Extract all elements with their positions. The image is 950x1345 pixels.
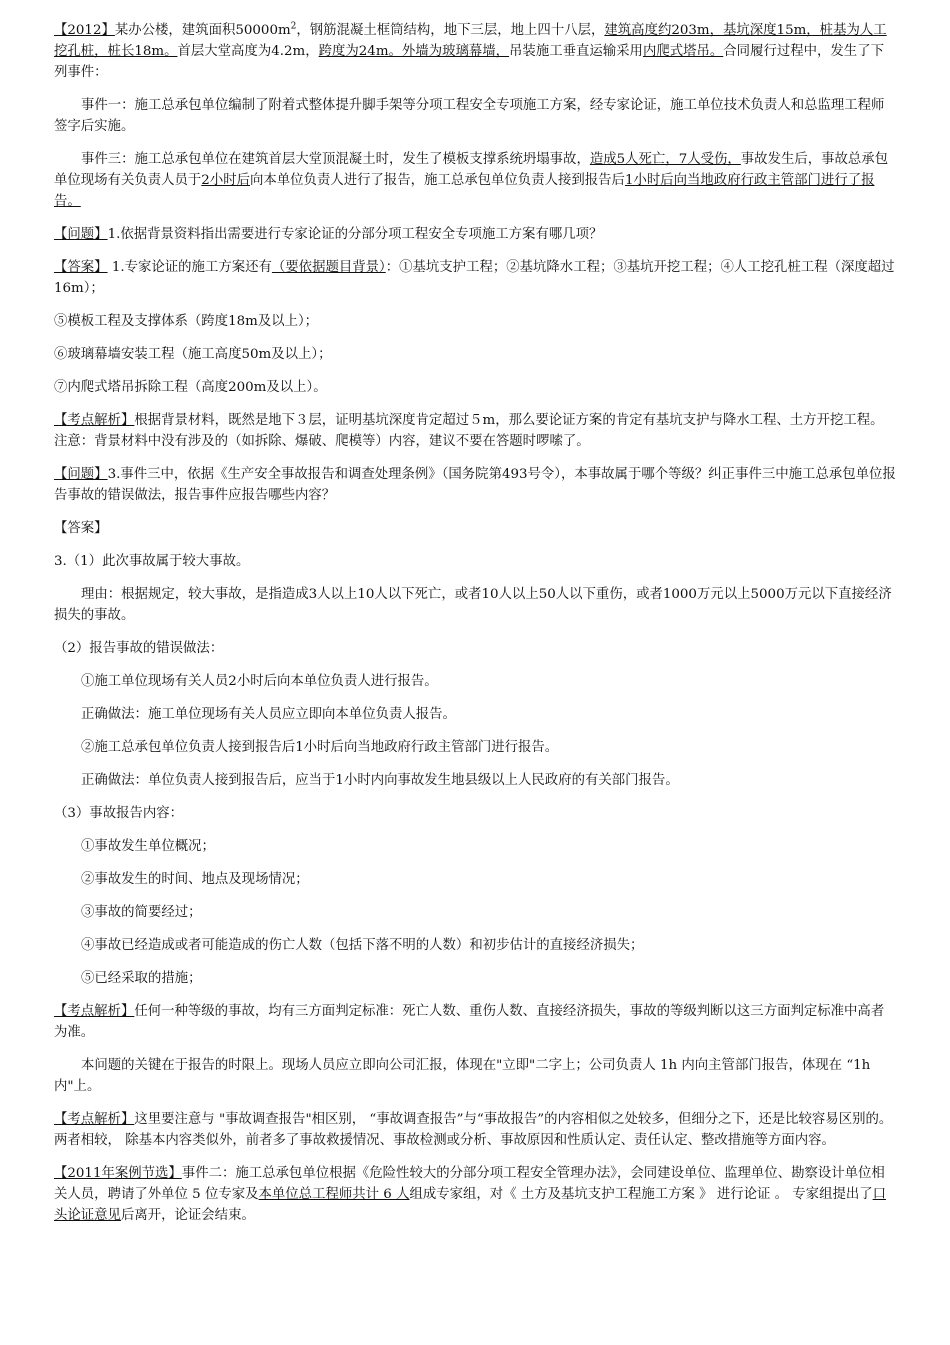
analysis-tag: 【考点解析】 [54,1112,135,1127]
answer-3-wrong-item: ②施工总承包单位负责人接到报告后1小时后向当地政府行政主管部门进行报告。 [81,740,559,755]
analysis-1: 【考点解析】根据背景材料，既然是地下３层，证明基坑深度肯定超过５m，那么要论证方案的肯定有基坑支护与降水工程、土方开挖工程。注意：背景材料中没有涉及的（如拆除、爆破、爬模等）内容，建议不要在答题时啰嗦了。 [54,413,884,449]
question-1: 【问题】1.依据背景资料指出需要进行专家论证的分部分项工程安全专项施工方案有哪几项？ [54,227,603,242]
analysis-3: 【考点解析】这里要注意与 "事故调查报告"相区别， “事故调查报告”与“事故报告”的内容相似之处较多，但细分之下，还是比较容易区别的。两者相较， 除基本内容类似外，前者多了事故救援情况、事故检测或分析、事故原因和性质认定、责任认定、整改措施等方面内容。 [54,1112,893,1148]
document-page [54,20,896,1238]
answer-1: 【答案】 1.专家论证的施工方案还有（要依据题目背景）：①基坑支护工程；②基坑降水工程；③基坑开挖工程；④人工挖孔桩工程（深度超过16m）； [54,260,895,296]
answer-tag: 【答案】 [54,260,108,275]
case-2012-paragraph: 【2012】某办公楼，建筑面积$50000m^2$，钢筋混凝土框筒结构，地下三层，地上四十八层，建筑高度约203m，基坑深度15m，桩基为人工挖孔桩，桩长18m。首层大堂高度为4.2m，跨度为24m。外墙为玻璃幕墙，吊装施工垂直运输采用内爬式塔吊。合同履行过程中，发生了下列事件： [54,21,887,80]
case-2011-paragraph: 【2011年案例节选】事件二：施工总承包单位根据《危险性较大的分部分项工程安全管理办法》，会同建设单位、监理单位、勘察设计单位相关人员，聘请了外单位 5 位专家及本单位总工程师共计 6 人组成专家组，对《 土方及基坑支护工程施工方案 》 进行论证 。 专家组提出了口头论证意见后离开，论证会结束。 [54,1166,887,1223]
answer-3-content-item: ④事故已经造成或者可能造成的伤亡人数（包括下落不明的人数）和初步估计的直接经济损失； [81,938,644,953]
answer-3-content-item: ③事故的简要经过； [81,905,202,920]
answer-3-wrong-item: ①施工单位现场有关人员2小时后向本单位负责人进行报告。 [81,674,438,689]
answer-1-item: ⑤模板工程及支撑体系（跨度18m及以上）； [54,314,319,329]
answer-3-level: 3.（1）此次事故属于较大事故。 [54,554,250,569]
answer-3-content-item: ②事故发生的时间、地点及现场情况； [81,872,309,887]
answer-3-wrong-item: 正确做法：单位负责人接到报告后，应当于1小时内向事故发生地县级以上人民政府的有关部门报告。 [81,773,679,788]
case-2011-tag: 【2011年案例节选】 [54,1166,182,1181]
answer-3-wrong-item: 正确做法：施工单位现场有关人员应立即向本单位负责人报告。 [81,707,456,722]
analysis-tag: 【考点解析】 [54,1004,135,1019]
question-tag: 【问题】 [54,467,108,482]
answer-3-tag: 【答案】 [54,521,108,536]
event-one-paragraph: 事件一：施工总承包单位编制了附着式整体提升脚手架等分项工程安全专项施工方案，经专家论证，施工单位技术负责人和总监理工程师签字后实施。 [54,98,885,134]
analysis-2: 【考点解析】任何一种等级的事故，均有三方面判定标准：死亡人数、重伤人数、直接经济损失，事故的等级判断以这三方面判定标准中高者为准。 [54,1004,885,1040]
analysis-2-continued: 本问题的关键在于报告的时限上。现场人员应立即向公司汇报，体现在"立即"二字上；公司负责人 1h 内向主管部门报告，体现在 “1h 内"上。 [54,1058,871,1094]
answer-1-item: ⑥玻璃幕墙安装工程（施工高度50m及以上）； [54,347,332,362]
answer-3-content-title: （3）事故报告内容： [54,806,184,821]
question-3: 【问题】3.事件三中，依据《生产安全事故报告和调查处理条例》（国务院第493号令），本事故属于哪个等级？纠正事件三中施工总承包单位报告事故的错误做法，报告事件应报告哪些内容？ [54,467,896,503]
event-three-paragraph: 事件三：施工总承包单位在建筑首层大堂顶混凝土时，发生了模板支撑系统坍塌事故，造成5人死亡，7人受伤，事故发生后，事故总承包单位现场有关负责人员于2小时后向本单位负责人进行了报告，施工总承包单位负责人接到报告后1小时后向当地政府行政主管部门进行了报告。 [54,152,889,209]
analysis-tag: 【考点解析】 [54,413,135,428]
answer-3-wrong-title: （2）报告事故的错误做法： [54,641,224,656]
case-2012-tag: 【2012】 [54,23,115,38]
question-tag: 【问题】 [54,227,108,242]
answer-1-item: ⑦内爬式塔吊拆除工程（高度200m及以上）。 [54,380,327,395]
answer-3-content-item: ①事故发生单位概况； [81,839,215,854]
answer-3-reason: 理由：根据规定，较大事故，是指造成3人以上10人以下死亡，或者10人以上50人以下重伤，或者1000万元以上5000万元以下直接经济损失的事故。 [54,587,892,623]
answer-3-content-item: ⑤已经采取的措施； [81,971,202,986]
